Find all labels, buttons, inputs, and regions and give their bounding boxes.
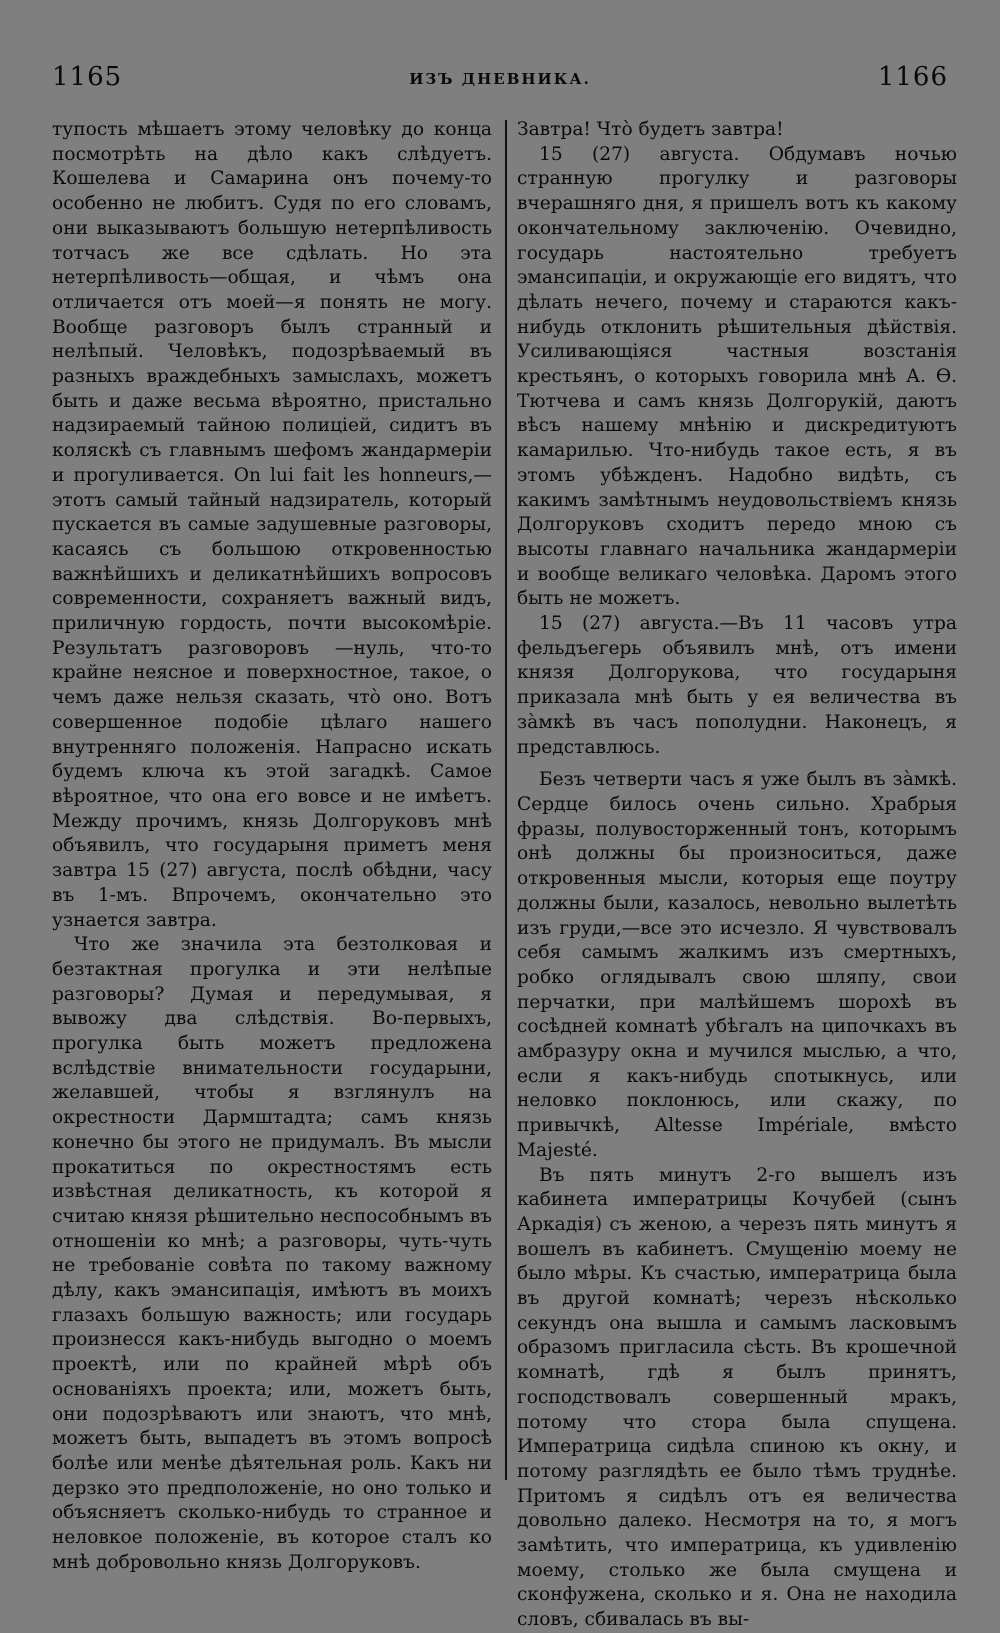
column-divider (505, 120, 507, 1480)
page-number-left: 1165 (52, 62, 123, 92)
page-number-right: 1166 (877, 62, 948, 92)
right-column (517, 118, 957, 1633)
paragraph: Что же значила эта безтолковая и безтактная прогулка и эти нелѣпые разговоры? Думая и передумывая, я вывожу два слѣдствія. Во-первыхъ, прогулка быть можетъ предложена вслѣдствіе внимательности государыни, желавшей, чтобы я взглянулъ на окрестности Дармштадта; самъ князь конечно бы этого не придумалъ. Въ мысли прокатиться по окрестностямъ есть извѣстная деликатность, къ которой я считаю князя рѣшительно неспособнымъ въ отношеніи ко мнѣ; а разговоры, чуть-чуть не требованіе совѣта по такому важному дѣлу, какъ эмансипація, имѣютъ въ моихъ глазахъ большую важность; или государь произнесся какъ-нибудь выгодно о моемъ проектѣ, или по крайней мѣрѣ объ основаніяхъ проекта; или, можетъ быть, они подозрѣваютъ или знаютъ, что мнѣ, можетъ быть, выпадетъ въ этомъ вопросѣ болѣе или менѣе дѣятельная роль. Какъ ни дерзко это предположеніе, но оно только и объясняетъ сколько-нибудь то странное и неловкое положеніе, въ которое сталъ ко мнѣ добровольно князь Долгоруковъ. (52, 934, 492, 1573)
running-title: ИЗЪ ДНЕВНИКА. (409, 70, 591, 88)
page-header (50, 62, 950, 102)
paragraph: Въ пять минутъ 2-го вышелъ изъ кабинета императрицы Кочубей (сынъ Аркадія) съ женою, а черезъ пять минутъ я вошелъ въ кабинетъ. Смущенію моему не было мѣры. Къ счастью, императрица была въ другой комнатѣ; черезъ нѣсколько секундъ она вышла и самымъ ласковымъ образомъ пригласила сѣсть. Въ крошечной комнатѣ, гдѣ я былъ принятъ, господствовалъ совершенный мракъ, потому что стора была спущена. Императрица сидѣла спиною къ окну, и потому разглядѣть ее было тѣмъ труднѣе. Притомъ я сидѣлъ отъ ея величества довольно далеко. Несмотря на то, я могъ замѣтить, что императрица, къ удивленію моему, столько же была смущена и сконфужена, сколько и я. Она не находила словъ, сбивалась въ вы- (517, 1164, 957, 1631)
paragraph: 15 (27) августа. Обдумавъ ночью странную прогулку и разговоры вчерашняго дня, я пришелъ вотъ къ какому окончательному заключенію. Очевидно, государь настоятельно требуетъ эмансипаціи, и окружающіе его видятъ, что дѣлать нечего, почему и стараются какъ-нибудь отклонить рѣшительныя дѣйствія. Усиливающіяся частныя возстанія крестьянъ, о которыхъ говорила мнѣ А. Ѳ. Тютчева и самъ князь Долгорукій, даютъ вѣсъ нашему мнѣнію и дискредитуютъ камарилью. Что-нибудь такое есть, я въ этомъ убѣжденъ. Надобно видѣть, съ какимъ замѣтнымъ неудовольствіемъ князь Долгоруковъ сходитъ передо мною съ высоты главнаго начальника жандармеріи и вообще великаго человѣка. Даромъ этого быть не можетъ. (517, 143, 957, 610)
paragraph: Безъ четверти часъ я уже былъ въ за̀мкѣ. Сердце билось очень сильно. Храбрыя фразы, полувосторженный тонъ, которымъ онѣ должны бы произноситься, даже откровенныя мысли, которыя еще поутру должны были, казалось, невольно вылетѣть изъ груди,—все это исчезло. Я чувствовалъ себя самымъ жалкимъ изъ смертныхъ, робко оглядывалъ свою шляпу, свои перчатки, при малѣйшемъ шорохѣ въ сосѣдней комнатѣ убѣгалъ на ципочкахъ въ амбразуру окна и мучился мыслью, а что, если я какъ-нибудь спотыкнусь, или неловко поклонюсь, или скажу, по привычкѣ, Altesse Impériale, вмѣсто Majesté. (517, 769, 957, 1161)
paragraph: тупость мѣшаетъ этому человѣку до конца посмотрѣть на дѣло какъ слѣдуетъ. Кошелева и Самарина онъ почему-то особенно не любитъ. Судя по его словамъ, они выказываютъ большую нетерпѣливость тотчасъ же все сдѣлать. Но эта нетерпѣливость—общая, и чѣмъ она отличается отъ моей—я понять не могу. Вообще разговоръ былъ странный и нелѣпый. Человѣкъ, подозрѣваемый въ разныхъ враждебныхъ замыслахъ, можетъ быть и даже весьма вѣроятно, пристально надзираемый тайною полиціей, сидитъ въ коляскѣ съ главнымъ шефомъ жандармеріи и прогуливается. On lui fait les honneurs,—этотъ самый тайный надзиратель, который пускается въ самые задушевные разговоры, касаясь съ большою откровенностью важнѣйшихъ и деликатнѣйшихъ вопросовъ современности, сохраняетъ важный видъ, приличную гордость, почти высокомѣріе. Результатъ разговоровъ —нуль, что-то крайне неясное и поверхностное, такое, о чемъ даже нельзя сказать, что̀ оно. Вотъ совершенное подобіе цѣлаго нашего внутренняго положенія. Напрасно искать будемъ ключа къ этой загадкѣ. Самое вѣроятное, что она его вовсе и не имѣетъ. Между прочимъ, князь Долгоруковъ мнѣ объявилъ, что государыня приметъ меня завтра 15 (27) августа, послѣ обѣдни, часу въ 1-мъ. Впрочемъ, окончательно это узнается завтра. (52, 119, 492, 931)
paragraph: 15 (27) августа.—Въ 11 часовъ утра фельдъегерь объявилъ мнѣ, отъ имени князя Долгорукова, что государыня приказала мнѣ быть у ея величества въ за̀мкѣ въ часъ пополудни. Наконецъ, я представлюсь. (517, 613, 957, 758)
paragraph: Завтра! Что̀ будетъ завтра! (517, 119, 784, 140)
left-column (52, 118, 492, 1575)
